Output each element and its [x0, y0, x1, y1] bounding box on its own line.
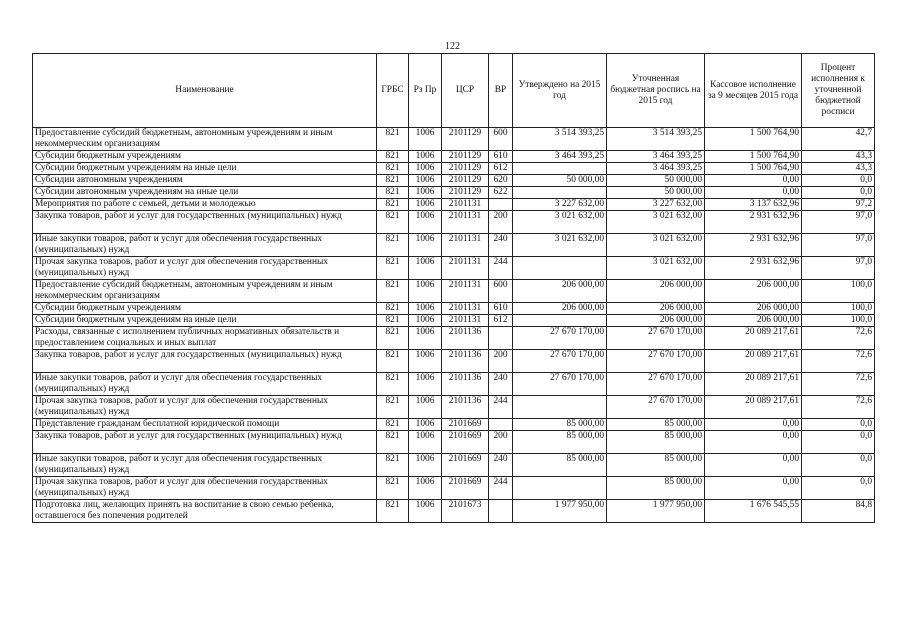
col-csr-header: ЦСР [442, 54, 489, 128]
cell-cash: 20 089 217,61 [705, 396, 802, 419]
cell-name: Подготовка лиц, желающих принять на воспитание в свою семью ребенка, оставшегося без попечения родителей [33, 500, 377, 523]
cell-vr: 600 [489, 128, 513, 151]
cell-rzpr: 1006 [409, 257, 442, 280]
cell-rzpr: 1006 [409, 327, 442, 350]
cell-rzpr: 1006 [409, 477, 442, 500]
cell-grbs: 821 [377, 500, 409, 523]
cell-approved: 27 670 170,00 [513, 327, 607, 350]
cell-cash: 1 500 764,90 [705, 163, 802, 175]
cell-percent: 72,6 [802, 350, 875, 373]
table-row [33, 327, 875, 350]
cell-name: Мероприятия по работе с семьей, детьми и молодежью [33, 199, 377, 211]
cell-rzpr: 1006 [409, 175, 442, 187]
cell-cash: 20 089 217,61 [705, 373, 802, 396]
cell-refined: 50 000,00 [607, 187, 705, 199]
cell-vr [489, 500, 513, 523]
cell-csr: 2101131 [442, 280, 489, 303]
table-row [33, 500, 875, 523]
cell-approved: 50 000,00 [513, 175, 607, 187]
cell-grbs: 821 [377, 163, 409, 175]
cell-cash: 1 500 764,90 [705, 128, 802, 151]
cell-rzpr: 1006 [409, 199, 442, 211]
cell-approved [513, 257, 607, 280]
cell-csr: 2101131 [442, 315, 489, 327]
cell-name: Субсидии автономным учреждениям на иные цели [33, 187, 377, 199]
table-row [33, 477, 875, 500]
cell-csr: 2101673 [442, 500, 489, 523]
cell-cash: 206 000,00 [705, 303, 802, 315]
cell-csr: 2101669 [442, 431, 489, 454]
cell-name: Субсидии бюджетным учреждениям на иные цели [33, 163, 377, 175]
cell-percent: 97,0 [802, 257, 875, 280]
cell-rzpr: 1006 [409, 454, 442, 477]
cell-grbs: 821 [377, 257, 409, 280]
cell-rzpr: 1006 [409, 234, 442, 257]
cell-grbs: 821 [377, 373, 409, 396]
cell-grbs: 821 [377, 175, 409, 187]
cell-rzpr: 1006 [409, 373, 442, 396]
cell-name: Субсидии бюджетным учреждениям на иные цели [33, 315, 377, 327]
cell-name: Прочая закупка товаров, работ и услуг для обеспечения государственных (муниципальных) нужд [33, 477, 377, 500]
table-body [33, 128, 875, 523]
cell-csr: 2101129 [442, 175, 489, 187]
cell-vr: 240 [489, 373, 513, 396]
cell-refined: 27 670 170,00 [607, 373, 705, 396]
cell-cash: 1 676 545,55 [705, 500, 802, 523]
cell-percent: 97,0 [802, 234, 875, 257]
cell-grbs: 821 [377, 303, 409, 315]
table-row [33, 151, 875, 163]
cell-refined: 50 000,00 [607, 175, 705, 187]
cell-approved: 206 000,00 [513, 303, 607, 315]
table-row [33, 350, 875, 373]
cell-cash: 20 089 217,61 [705, 327, 802, 350]
budget-table [32, 53, 875, 523]
cell-csr: 2101136 [442, 396, 489, 419]
cell-cash: 2 931 632,96 [705, 234, 802, 257]
cell-approved: 85 000,00 [513, 419, 607, 431]
cell-grbs: 821 [377, 199, 409, 211]
cell-approved: 3 021 632,00 [513, 234, 607, 257]
cell-refined: 3 514 393,25 [607, 128, 705, 151]
table-row [33, 419, 875, 431]
cell-vr: 620 [489, 175, 513, 187]
cell-name: Предоставление субсидий бюджетным, автономным учреждениям и иным некоммерческим организациям [33, 128, 377, 151]
cell-name: Закупка товаров, работ и услуг для государственных (муниципальных) нужд [33, 211, 377, 234]
cell-cash: 2 931 632,96 [705, 257, 802, 280]
cell-name: Расходы, связанные с исполнением публичных нормативных обязательств и предоставлением социальных и иных выплат [33, 327, 377, 350]
cell-rzpr: 1006 [409, 128, 442, 151]
cell-cash: 0,00 [705, 477, 802, 500]
cell-refined: 27 670 170,00 [607, 396, 705, 419]
cell-refined: 3 464 393,25 [607, 151, 705, 163]
page-number: 122 [445, 41, 460, 52]
table-row [33, 234, 875, 257]
cell-cash: 0,00 [705, 431, 802, 454]
cell-vr: 622 [489, 187, 513, 199]
cell-rzpr: 1006 [409, 431, 442, 454]
cell-refined: 206 000,00 [607, 303, 705, 315]
cell-approved: 3 021 632,00 [513, 211, 607, 234]
cell-approved: 85 000,00 [513, 431, 607, 454]
cell-approved: 206 000,00 [513, 280, 607, 303]
table-row [33, 315, 875, 327]
table-row [33, 187, 875, 199]
cell-vr: 612 [489, 163, 513, 175]
cell-grbs: 821 [377, 211, 409, 234]
cell-vr: 240 [489, 234, 513, 257]
cell-name: Представление гражданам бесплатной юридической помощи [33, 419, 377, 431]
cell-name: Субсидии бюджетным учреждениям [33, 151, 377, 163]
cell-grbs: 821 [377, 187, 409, 199]
cell-cash: 0,00 [705, 187, 802, 199]
cell-vr [489, 419, 513, 431]
cell-percent: 84,8 [802, 500, 875, 523]
cell-approved [513, 187, 607, 199]
cell-vr: 200 [489, 431, 513, 454]
cell-vr: 600 [489, 280, 513, 303]
cell-cash: 2 931 632,96 [705, 211, 802, 234]
cell-name: Иные закупки товаров, работ и услуг для обеспечения государственных (муниципальных) нужд [33, 234, 377, 257]
col-name-header: Наименование [33, 54, 377, 128]
table-row [33, 257, 875, 280]
cell-refined: 3 021 632,00 [607, 211, 705, 234]
cell-refined: 206 000,00 [607, 280, 705, 303]
cell-percent: 72,6 [802, 373, 875, 396]
cell-rzpr: 1006 [409, 280, 442, 303]
cell-name: Прочая закупка товаров, работ и услуг для обеспечения государственных (муниципальных) нужд [33, 396, 377, 419]
cell-name: Предоставление субсидий бюджетным, автономным учреждениям и иным некоммерческим организациям [33, 280, 377, 303]
cell-grbs: 821 [377, 280, 409, 303]
cell-rzpr: 1006 [409, 187, 442, 199]
cell-vr [489, 199, 513, 211]
cell-csr: 2101131 [442, 211, 489, 234]
cell-approved [513, 315, 607, 327]
cell-csr: 2101669 [442, 419, 489, 431]
table-row [33, 454, 875, 477]
cell-name: Закупка товаров, работ и услуг для государственных (муниципальных) нужд [33, 350, 377, 373]
cell-csr: 2101136 [442, 373, 489, 396]
table-row [33, 373, 875, 396]
cell-refined: 85 000,00 [607, 477, 705, 500]
cell-grbs: 821 [377, 419, 409, 431]
cell-name: Субсидии бюджетным учреждениям [33, 303, 377, 315]
table-row [33, 128, 875, 151]
cell-cash: 3 137 632,96 [705, 199, 802, 211]
cell-refined: 85 000,00 [607, 419, 705, 431]
cell-approved [513, 396, 607, 419]
cell-csr: 2101131 [442, 303, 489, 315]
header-row [33, 54, 875, 128]
table-row [33, 175, 875, 187]
cell-csr: 2101129 [442, 163, 489, 175]
col-rzpr-header: Рз Пр [409, 54, 442, 128]
cell-vr: 200 [489, 350, 513, 373]
col-percent-header: Процент исполнения к уточненной бюджетной росписи [802, 54, 875, 128]
cell-refined: 206 000,00 [607, 315, 705, 327]
cell-percent: 42,7 [802, 128, 875, 151]
col-grbs-header: ГРБС [377, 54, 409, 128]
cell-grbs: 821 [377, 128, 409, 151]
cell-approved: 27 670 170,00 [513, 373, 607, 396]
cell-grbs: 821 [377, 234, 409, 257]
cell-grbs: 821 [377, 477, 409, 500]
cell-refined: 85 000,00 [607, 454, 705, 477]
cell-rzpr: 1006 [409, 151, 442, 163]
cell-vr [489, 327, 513, 350]
cell-csr: 2101129 [442, 128, 489, 151]
cell-grbs: 821 [377, 431, 409, 454]
cell-percent: 0,0 [802, 454, 875, 477]
cell-vr: 244 [489, 477, 513, 500]
cell-grbs: 821 [377, 454, 409, 477]
cell-approved: 1 977 950,00 [513, 500, 607, 523]
cell-approved [513, 163, 607, 175]
col-vr-header: ВР [489, 54, 513, 128]
cell-approved: 27 670 170,00 [513, 350, 607, 373]
cell-percent: 0,0 [802, 477, 875, 500]
cell-cash: 206 000,00 [705, 315, 802, 327]
cell-approved: 3 514 393,25 [513, 128, 607, 151]
table-row [33, 431, 875, 454]
cell-percent: 97,2 [802, 199, 875, 211]
cell-approved [513, 477, 607, 500]
cell-csr: 2101669 [442, 477, 489, 500]
cell-refined: 3 021 632,00 [607, 234, 705, 257]
cell-cash: 206 000,00 [705, 280, 802, 303]
cell-rzpr: 1006 [409, 163, 442, 175]
cell-rzpr: 1006 [409, 350, 442, 373]
cell-grbs: 821 [377, 315, 409, 327]
cell-csr: 2101131 [442, 257, 489, 280]
cell-refined: 85 000,00 [607, 431, 705, 454]
table-row [33, 396, 875, 419]
cell-percent: 72,6 [802, 327, 875, 350]
cell-name: Субсидии автономным учреждениям [33, 175, 377, 187]
cell-name: Закупка товаров, работ и услуг для государственных (муниципальных) нужд [33, 431, 377, 454]
cell-percent: 43,3 [802, 163, 875, 175]
cell-percent: 100,0 [802, 315, 875, 327]
cell-percent: 0,0 [802, 419, 875, 431]
cell-percent: 0,0 [802, 175, 875, 187]
table-row [33, 163, 875, 175]
cell-csr: 2101131 [442, 199, 489, 211]
cell-rzpr: 1006 [409, 396, 442, 419]
cell-vr: 612 [489, 315, 513, 327]
cell-grbs: 821 [377, 151, 409, 163]
cell-csr: 2101136 [442, 327, 489, 350]
cell-cash: 20 089 217,61 [705, 350, 802, 373]
cell-vr: 200 [489, 211, 513, 234]
cell-csr: 2101669 [442, 454, 489, 477]
cell-name: Иные закупки товаров, работ и услуг для обеспечения государственных (муниципальных) нужд [33, 373, 377, 396]
cell-cash: 1 500 764,90 [705, 151, 802, 163]
cell-refined: 3 227 632,00 [607, 199, 705, 211]
cell-vr: 244 [489, 257, 513, 280]
cell-name: Иные закупки товаров, работ и услуг для обеспечения государственных (муниципальных) нужд [33, 454, 377, 477]
cell-vr: 610 [489, 151, 513, 163]
cell-rzpr: 1006 [409, 211, 442, 234]
col-approved-header: Утверждено на 2015 год [513, 54, 607, 128]
cell-grbs: 821 [377, 327, 409, 350]
cell-refined: 3 464 393,25 [607, 163, 705, 175]
cell-refined: 1 977 950,00 [607, 500, 705, 523]
cell-vr: 240 [489, 454, 513, 477]
cell-vr: 244 [489, 396, 513, 419]
cell-rzpr: 1006 [409, 419, 442, 431]
cell-name: Прочая закупка товаров, работ и услуг для обеспечения государственных (муниципальных) нужд [33, 257, 377, 280]
cell-percent: 0,0 [802, 431, 875, 454]
cell-percent: 97,0 [802, 211, 875, 234]
table-row [33, 280, 875, 303]
cell-cash: 0,00 [705, 419, 802, 431]
cell-percent: 100,0 [802, 280, 875, 303]
cell-vr: 610 [489, 303, 513, 315]
cell-refined: 3 021 632,00 [607, 257, 705, 280]
cell-rzpr: 1006 [409, 315, 442, 327]
cell-grbs: 821 [377, 396, 409, 419]
cell-percent: 100,0 [802, 303, 875, 315]
col-refined-header: Уточненная бюджетная роспись на 2015 год [607, 54, 705, 128]
table-row [33, 303, 875, 315]
cell-cash: 0,00 [705, 175, 802, 187]
cell-csr: 2101131 [442, 234, 489, 257]
col-cash-header: Кассовое исполнение за 9 месяцев 2015 года [705, 54, 802, 128]
cell-percent: 43,3 [802, 151, 875, 163]
table-row [33, 199, 875, 211]
cell-rzpr: 1006 [409, 500, 442, 523]
cell-csr: 2101129 [442, 187, 489, 199]
cell-percent: 72,6 [802, 396, 875, 419]
cell-cash: 0,00 [705, 454, 802, 477]
table-row [33, 211, 875, 234]
cell-approved: 85 000,00 [513, 454, 607, 477]
cell-grbs: 821 [377, 350, 409, 373]
cell-approved: 3 464 393,25 [513, 151, 607, 163]
cell-approved: 3 227 632,00 [513, 199, 607, 211]
cell-csr: 2101129 [442, 151, 489, 163]
cell-rzpr: 1006 [409, 303, 442, 315]
cell-refined: 27 670 170,00 [607, 327, 705, 350]
cell-csr: 2101136 [442, 350, 489, 373]
cell-refined: 27 670 170,00 [607, 350, 705, 373]
cell-percent: 0,0 [802, 187, 875, 199]
